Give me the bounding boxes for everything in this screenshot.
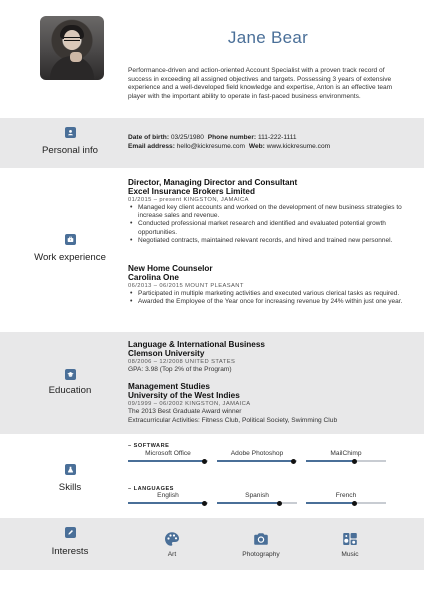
education-meta: 08/2006 – 12/2008 UNITED STATES bbox=[128, 359, 236, 365]
work-experience-title: Work experience bbox=[34, 252, 106, 263]
pen-icon bbox=[65, 527, 76, 538]
interest-item bbox=[231, 531, 291, 558]
education-meta: 09/1999 – 06/2002 KINGSTON, JAMAICA bbox=[128, 401, 251, 407]
skill-level-fill bbox=[128, 460, 205, 462]
job-company: Carolina One bbox=[128, 273, 179, 282]
interest-label: Art bbox=[167, 551, 177, 558]
personal-info-section bbox=[0, 118, 424, 168]
web-value[interactable]: www.kickresume.com bbox=[266, 142, 331, 150]
personal-info-details bbox=[128, 134, 408, 151]
flask-icon bbox=[65, 464, 76, 475]
interest-label: Music bbox=[341, 551, 359, 558]
skill-level-bar bbox=[217, 460, 297, 462]
skills-section bbox=[0, 434, 424, 518]
education-section bbox=[0, 332, 424, 434]
list-item: • Negotiated contracts, maintained relevant records, and hired and trained new personnel. bbox=[128, 237, 408, 245]
skill-level-bar bbox=[128, 502, 208, 504]
job-meta: 01/2015 – present KINGSTON, JAMAICA bbox=[128, 197, 249, 203]
palette-icon bbox=[164, 531, 180, 547]
skill-level-fill bbox=[306, 460, 354, 462]
skill-item bbox=[306, 450, 386, 462]
education-title: Education bbox=[48, 385, 92, 396]
interests-title: Interests bbox=[51, 546, 89, 557]
skill-level-marker bbox=[202, 459, 207, 464]
skill-name: MailChimp bbox=[330, 450, 362, 457]
software-heading: – SOFTWARE bbox=[128, 443, 170, 449]
school-name: Clemson University bbox=[128, 349, 205, 358]
job-bullets bbox=[128, 204, 408, 245]
email-value[interactable]: hello@kickresume.com bbox=[176, 142, 246, 150]
school-name: University of the West Indies bbox=[128, 391, 240, 400]
profile-photo bbox=[40, 16, 104, 80]
skill-name: French bbox=[335, 492, 357, 499]
education-detail: Extracurricular Activities: Fitness Club, Political Society, Swimming Club bbox=[128, 416, 338, 424]
list-item: • Managed key client accounts and worked on the development of new business strategies to increase sales and revenue. bbox=[128, 204, 408, 220]
education-detail: The 2013 Best Graduate Award winner bbox=[128, 408, 242, 415]
list-item: • Awarded the Employee of the Year once for increasing revenue by 24% within just one year. bbox=[128, 298, 408, 306]
phone-label: Phone number: bbox=[207, 134, 257, 141]
skill-item bbox=[128, 450, 208, 462]
education-entry bbox=[128, 340, 408, 375]
briefcase-icon bbox=[65, 234, 76, 245]
interest-item bbox=[142, 531, 202, 558]
personal-info-title: Personal info bbox=[42, 145, 98, 156]
interest-label: Photography bbox=[242, 551, 280, 558]
job-entry bbox=[128, 264, 408, 306]
degree-title: Language & International Business bbox=[128, 340, 265, 349]
web-label: Web: bbox=[248, 142, 265, 150]
dob-label: Date of birth: bbox=[128, 134, 170, 141]
phone-value: 111-222-1111 bbox=[257, 134, 297, 141]
skill-item bbox=[128, 492, 208, 504]
skill-item bbox=[217, 492, 297, 504]
work-experience-section bbox=[0, 168, 424, 332]
skill-level-bar bbox=[306, 460, 386, 462]
education-detail: GPA: 3.98 (Top 2% of the Program) bbox=[128, 366, 232, 373]
skill-level-marker bbox=[352, 459, 357, 464]
skills-title: Skills bbox=[58, 482, 82, 493]
skill-level-fill bbox=[217, 460, 294, 462]
skill-level-marker bbox=[277, 501, 282, 506]
profile-summary: Performance-driven and action-oriented Account Specialist with a proven track record of success in exceeding all assigned objectives and targets. Possessing 3 years of extensive experience and a well-developed field knowledge and expertise, Anton is an effective team player with the important ability to operate in fast-paced business environments. bbox=[128, 67, 393, 100]
skill-level-marker bbox=[291, 459, 296, 464]
skill-name: English bbox=[157, 492, 179, 499]
user-icon bbox=[65, 127, 76, 138]
interest-item bbox=[320, 531, 380, 558]
education-entry bbox=[128, 382, 408, 425]
skill-level-fill bbox=[306, 502, 354, 504]
skill-level-marker bbox=[352, 501, 357, 506]
skill-level-bar bbox=[217, 502, 297, 504]
skill-item bbox=[217, 450, 297, 462]
interests-section bbox=[0, 518, 424, 570]
skill-level-fill bbox=[128, 502, 205, 504]
graduation-cap-icon bbox=[65, 369, 76, 380]
camera-icon bbox=[253, 531, 269, 547]
job-entry bbox=[128, 178, 408, 245]
skill-name: Spanish bbox=[245, 492, 269, 499]
job-meta: 06/2013 – 06/2015 MOUNT PLEASANT bbox=[128, 283, 244, 289]
job-title: Director, Managing Director and Consultant bbox=[128, 178, 298, 187]
list-item: • Conducted professional market research and identified and evaluated potential growth opportunities. bbox=[128, 220, 408, 236]
dob-value: 03/25/1980 bbox=[170, 134, 204, 141]
languages-heading: – LANGUAGES bbox=[128, 486, 174, 492]
candidate-name: Jane Bear bbox=[227, 28, 309, 47]
skill-name: Microsoft Office bbox=[145, 450, 191, 457]
skill-name: Adobe Photoshop bbox=[230, 450, 284, 457]
job-company: Excel Insurance Brokers Limited bbox=[128, 187, 255, 196]
skill-level-fill bbox=[217, 502, 279, 504]
email-label: Email address: bbox=[128, 142, 175, 150]
degree-title: Management Studies bbox=[128, 382, 210, 391]
resume-header bbox=[0, 0, 424, 118]
skill-level-bar bbox=[306, 502, 386, 504]
job-title: New Home Counselor bbox=[128, 264, 213, 273]
list-item: • Participated in multiple marketing activities and executed various clerical tasks as required. bbox=[128, 290, 408, 298]
skill-level-bar bbox=[128, 460, 208, 462]
music-icon bbox=[342, 531, 358, 547]
job-bullets bbox=[128, 290, 408, 306]
skill-level-marker bbox=[202, 501, 207, 506]
skill-item bbox=[306, 492, 386, 504]
